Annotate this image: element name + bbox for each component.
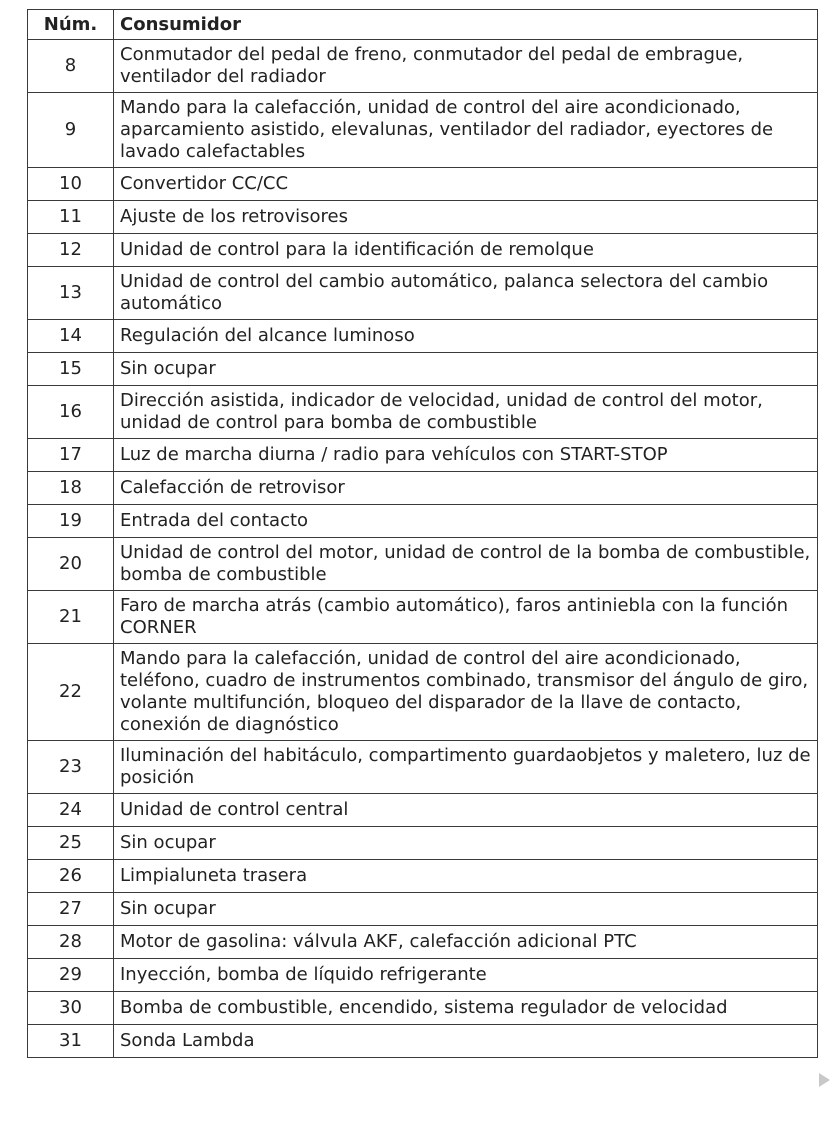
table-row xyxy=(28,992,818,1025)
fuse-number: 22 xyxy=(28,644,114,741)
fuse-number: 9 xyxy=(28,93,114,168)
fuse-number: 18 xyxy=(28,472,114,505)
consumer-description: Conmutador del pedal de freno, conmutador del pedal de embrague, ventilador del radiador xyxy=(114,40,818,93)
consumer-description: Ajuste de los retrovisores xyxy=(114,201,818,234)
table-row xyxy=(28,926,818,959)
fuse-number: 21 xyxy=(28,591,114,644)
consumer-description: Unidad de control del cambio automático, palanca selectora del cambio automático xyxy=(114,267,818,320)
consumer-description: Inyección, bomba de líquido refrigerante xyxy=(114,959,818,992)
fuse-number: 20 xyxy=(28,538,114,591)
consumer-description: Luz de marcha diurna / radio para vehículos con START-STOP xyxy=(114,439,818,472)
fuse-number: 29 xyxy=(28,959,114,992)
table-header-row xyxy=(28,10,818,40)
table-row xyxy=(28,386,818,439)
consumer-description: Bomba de combustible, encendido, sistema regulador de velocidad xyxy=(114,992,818,1025)
fuse-number: 23 xyxy=(28,741,114,794)
consumer-description: Entrada del contacto xyxy=(114,505,818,538)
table-row xyxy=(28,353,818,386)
fuse-number: 30 xyxy=(28,992,114,1025)
fuse-number: 15 xyxy=(28,353,114,386)
table-row xyxy=(28,1025,818,1058)
column-header-number: Núm. xyxy=(28,10,114,40)
fuse-number: 13 xyxy=(28,267,114,320)
table-row xyxy=(28,644,818,741)
table-row xyxy=(28,794,818,827)
consumer-description: Unidad de control del motor, unidad de control de la bomba de combustible, bomba de combustible xyxy=(114,538,818,591)
column-header-consumer: Consumidor xyxy=(114,10,818,40)
fuse-number: 10 xyxy=(28,168,114,201)
table-row xyxy=(28,893,818,926)
fuse-number: 31 xyxy=(28,1025,114,1058)
fuse-consumer-table xyxy=(27,9,818,1058)
consumer-description: Calefacción de retrovisor xyxy=(114,472,818,505)
table-body xyxy=(28,40,818,1058)
table-row xyxy=(28,267,818,320)
table-row xyxy=(28,320,818,353)
table-row xyxy=(28,860,818,893)
table-row xyxy=(28,234,818,267)
fuse-number: 14 xyxy=(28,320,114,353)
consumer-description: Sin ocupar xyxy=(114,353,818,386)
table-row xyxy=(28,40,818,93)
table-row xyxy=(28,505,818,538)
table-row xyxy=(28,538,818,591)
fuse-number: 27 xyxy=(28,893,114,926)
fuse-number: 19 xyxy=(28,505,114,538)
table-row xyxy=(28,959,818,992)
consumer-description: Sonda Lambda xyxy=(114,1025,818,1058)
table-row xyxy=(28,168,818,201)
consumer-description: Mando para la calefacción, unidad de control del aire acondicionado, aparcamiento asistido, elevalunas, ventilador del radiador, eyectores de lavado calefactables xyxy=(114,93,818,168)
consumer-description: Sin ocupar xyxy=(114,827,818,860)
table-row xyxy=(28,741,818,794)
next-page-arrow-icon xyxy=(819,1073,830,1087)
consumer-description: Faro de marcha atrás (cambio automático), faros antiniebla con la función CORNER xyxy=(114,591,818,644)
fuse-number: 12 xyxy=(28,234,114,267)
table-row xyxy=(28,827,818,860)
table-row xyxy=(28,591,818,644)
table-row xyxy=(28,201,818,234)
fuse-number: 28 xyxy=(28,926,114,959)
consumer-description: Convertidor CC/CC xyxy=(114,168,818,201)
consumer-description: Mando para la calefacción, unidad de control del aire acondicionado, teléfono, cuadro de instrumentos combinado, transmisor del ángulo de giro, volante multifunción, bloqueo del disparador de la llave de contacto, conexión de diagnóstico xyxy=(114,644,818,741)
fuse-number: 24 xyxy=(28,794,114,827)
table-row xyxy=(28,439,818,472)
consumer-description: Dirección asistida, indicador de velocidad, unidad de control del motor, unidad de control para bomba de combustible xyxy=(114,386,818,439)
consumer-description: Unidad de control para la identificación de remolque xyxy=(114,234,818,267)
fuse-number: 17 xyxy=(28,439,114,472)
consumer-description: Iluminación del habitáculo, compartimento guardaobjetos y maletero, luz de posición xyxy=(114,741,818,794)
fuse-number: 8 xyxy=(28,40,114,93)
fuse-number: 26 xyxy=(28,860,114,893)
table-row xyxy=(28,93,818,168)
table-row xyxy=(28,472,818,505)
fuse-number: 25 xyxy=(28,827,114,860)
fuse-number: 16 xyxy=(28,386,114,439)
consumer-description: Limpialuneta trasera xyxy=(114,860,818,893)
consumer-description: Motor de gasolina: válvula AKF, calefacción adicional PTC xyxy=(114,926,818,959)
consumer-description: Sin ocupar xyxy=(114,893,818,926)
fuse-number: 11 xyxy=(28,201,114,234)
consumer-description: Unidad de control central xyxy=(114,794,818,827)
consumer-description: Regulación del alcance luminoso xyxy=(114,320,818,353)
